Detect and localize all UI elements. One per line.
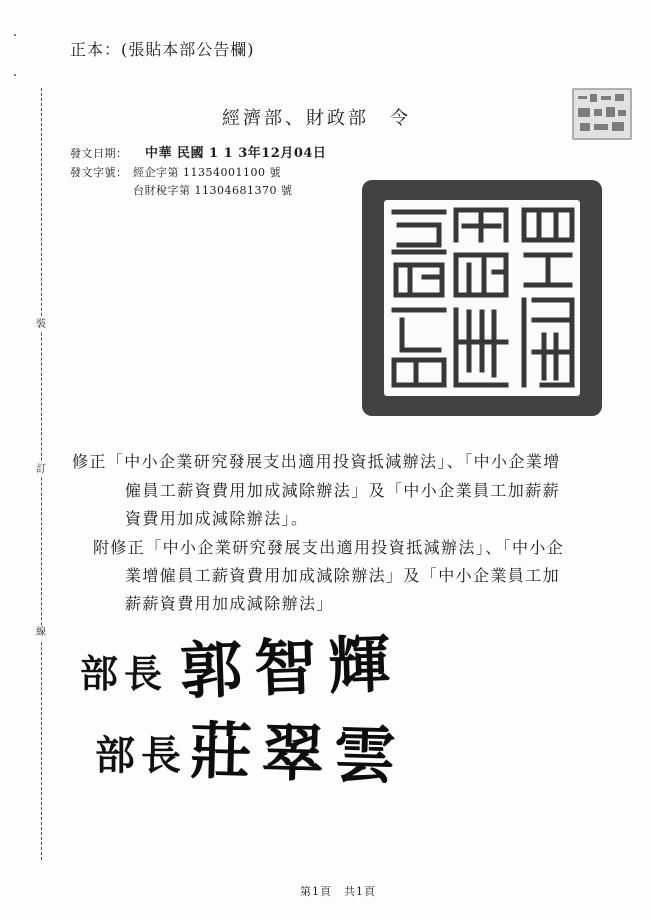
- minister-signature-finance: 莊翠雲: [188, 714, 407, 793]
- order-text-line: 修正「中小企業研究發展支出適用投資抵減辦法」、「中小企業增: [72, 452, 561, 471]
- binding-mark-staple: 訂: [36, 464, 46, 475]
- official-seal: [362, 180, 602, 416]
- scan-mark: [14, 74, 16, 76]
- minister-title-finance: 部長: [95, 732, 187, 779]
- issue-number-economic: 經企字第 11354001100 號: [133, 166, 281, 179]
- binding-mark-bind: 裝: [36, 319, 46, 330]
- document-title: 經濟部、財政部 令: [222, 108, 411, 129]
- attachment-text-line: 附修正「中小企業研究發展支出適用投資抵減辦法」、「中小企: [93, 538, 565, 557]
- binding-mark-line: 線: [36, 627, 46, 638]
- minister-title-economic: 部長: [80, 651, 169, 696]
- issue-date-label: 發文日期：: [70, 147, 128, 160]
- receipt-stamp: [572, 88, 632, 140]
- attachment-text-line: 薪薪資費用加成減除辦法」: [125, 594, 334, 613]
- scan-mark: [14, 34, 16, 36]
- recipient-line: 正本：(張貼本部公告欄): [70, 40, 255, 59]
- page-number: 第1頁 共1頁: [300, 885, 376, 898]
- attachment-text-line: 業增僱員工薪資費用加成減除辦法」及「中小企業員工加: [125, 566, 561, 585]
- issue-date-value: 中華 民國 1 1 3年12月04日: [145, 146, 327, 161]
- minister-signature-economic: 郭智輝: [178, 627, 404, 708]
- issue-number-finance: 台財稅字第 11304681370 號: [133, 184, 293, 197]
- order-text-line: 僱員工薪資費用加成減除辦法」及「中小企業員工加薪薪: [125, 481, 561, 500]
- issue-number-label: 發文字號：: [70, 166, 128, 179]
- order-text-line: 資費用加成減除辦法」。: [125, 509, 309, 528]
